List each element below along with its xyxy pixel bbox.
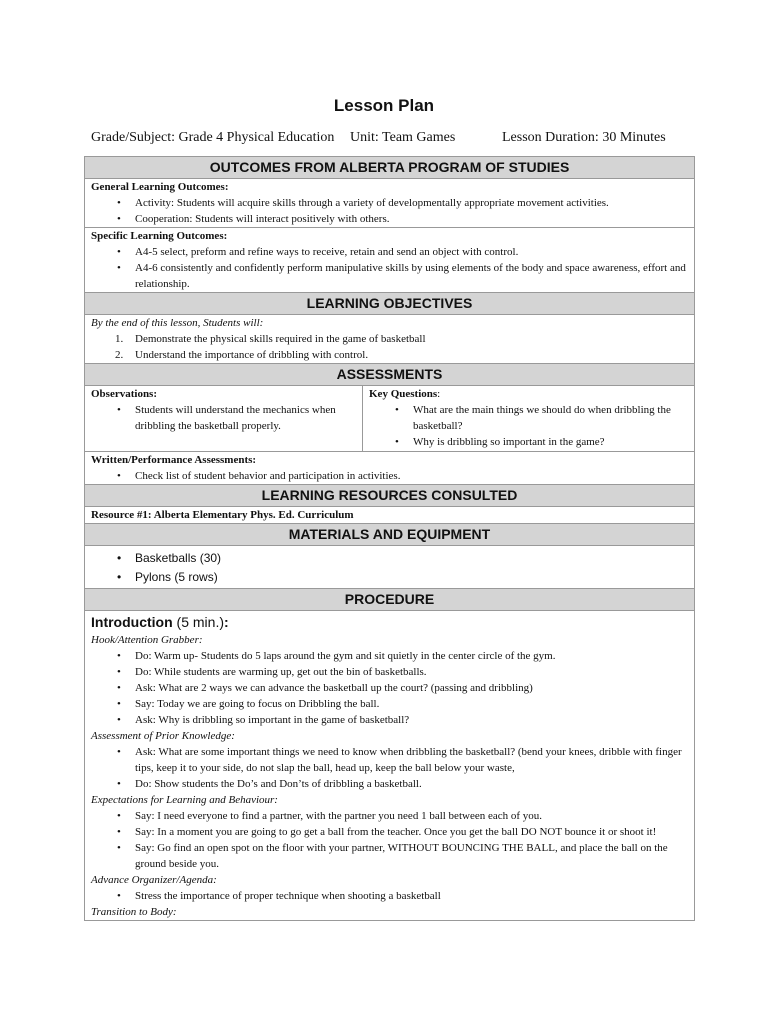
objectives-cell: [85, 315, 695, 364]
resources-header: LEARNING RESOURCES CONSULTED: [85, 485, 695, 507]
list-item: • Activity: Students will acquire skills through a variety of developmentally appropriate movement activities.: [91, 195, 688, 211]
unit: Unit: Team Games: [350, 130, 456, 145]
page-title: Lesson Plan: [333, 96, 435, 115]
list-item: • Students will understand the mechanics when dribbling the basketball properly.: [91, 402, 356, 434]
list-item: • Ask: What are some important things we need to know when dribbling the basketball? (bend your knees, dribble with finger tips, keep it to your side, do not slap the ball, head up, keep the ball below your waste,: [91, 744, 688, 776]
materials-cell: [85, 546, 695, 589]
transition-label: Transition to Body:: [91, 906, 177, 918]
specific-outcomes-cell: [85, 228, 695, 293]
procedure-header: PROCEDURE: [85, 589, 695, 611]
materials-header: MATERIALS AND EQUIPMENT: [85, 524, 695, 546]
advance-organizer-label: Advance Organizer/Agenda:: [91, 874, 217, 886]
procedure-cell: [85, 611, 695, 921]
observations-label: Observations:: [91, 388, 157, 400]
list-item: • Pylons (5 rows): [91, 568, 688, 587]
list-item: • What are the main things we should do when dribbling the basketball?: [369, 402, 688, 434]
hook-label: Hook/Attention Grabber:: [91, 634, 203, 646]
expectations-label: Expectations for Learning and Behaviour:: [91, 794, 278, 806]
key-questions-label: Key Questions: [369, 388, 438, 400]
list-item: 2. Understand the importance of dribbling with control.: [115, 349, 369, 361]
list-item: 1. Demonstrate the physical skills required in the game of basketball: [115, 333, 426, 345]
list-item: • Do: While students are warming up, get out the bin of basketballs.: [91, 664, 688, 680]
list-item: • Ask: Why is dribbling so important in the game of basketball?: [91, 712, 688, 728]
objectives-intro: By the end of this lesson, Students will:: [91, 317, 264, 329]
general-outcomes-cell: [85, 179, 695, 228]
outcomes-header: OUTCOMES FROM ALBERTA PROGRAM OF STUDIES: [85, 157, 695, 179]
list-item: • A4-6 consistently and confidently perform manipulative skills by using elements of the body and space awareness, effort and relationship.: [91, 260, 688, 292]
specific-outcomes-label: Specific Learning Outcomes:: [91, 230, 228, 242]
grade-subject: Grade/Subject: Grade 4 Physical Education: [91, 130, 335, 145]
list-item: • Why is dribbling so important in the game?: [369, 434, 688, 450]
prior-knowledge-label: Assessment of Prior Knowledge:: [91, 730, 235, 742]
list-item: • Basketballs (30): [91, 549, 688, 568]
introduction-heading: Introduction (5 min.):: [91, 614, 229, 630]
written-assessments-label: Written/Performance Assessments:: [91, 454, 257, 466]
general-outcomes-label: General Learning Outcomes:: [91, 181, 229, 193]
objectives-header: LEARNING OBJECTIVES: [85, 293, 695, 315]
list-item: • Say: I need everyone to find a partner, with the partner you need 1 ball between each of you.: [91, 808, 688, 824]
written-assessments-cell: [85, 452, 695, 485]
list-item: • A4-5 select, preform and refine ways to receive, retain and send an object with control.: [91, 244, 688, 260]
key-questions-cell: [363, 386, 695, 451]
list-item: • Say: Today we are going to focus on Dribbling the ball.: [91, 696, 688, 712]
observations-cell: [85, 386, 363, 451]
list-item: • Say: In a moment you are going to go get a ball from the teacher. Once you get the ball DO NOT bounce it or shoot it!: [91, 824, 688, 840]
list-item: • Cooperation: Students will interact positively with others.: [91, 211, 688, 227]
assessments-header: ASSESSMENTS: [85, 364, 695, 386]
list-item: • Say: Go find an open spot on the floor with your partner, WITHOUT BOUNCING THE BALL, and place the ball on the ground beside you.: [91, 840, 688, 872]
resource-1: Resource #1: Alberta Elementary Phys. Ed. Curriculum: [85, 507, 695, 524]
key-questions-label-wrap: Key Questions:: [369, 388, 441, 400]
lesson-duration: Lesson Duration: 30 Minutes: [502, 130, 666, 145]
assessments-split-cell: [85, 386, 695, 452]
list-item: • Stress the importance of proper technique when shooting a basketball: [91, 888, 688, 904]
list-item: • Do: Warm up- Students do 5 laps around the gym and sit quietly in the center circle of the gym.: [91, 648, 688, 664]
list-item: • Ask: What are 2 ways we can advance the basketball up the court? (passing and dribbling): [91, 680, 688, 696]
list-item: • Check list of student behavior and participation in activities.: [91, 468, 688, 484]
list-item: • Do: Show students the Do’s and Don’ts of dribbling a basketball.: [91, 776, 688, 792]
lesson-plan-table: [84, 156, 695, 921]
